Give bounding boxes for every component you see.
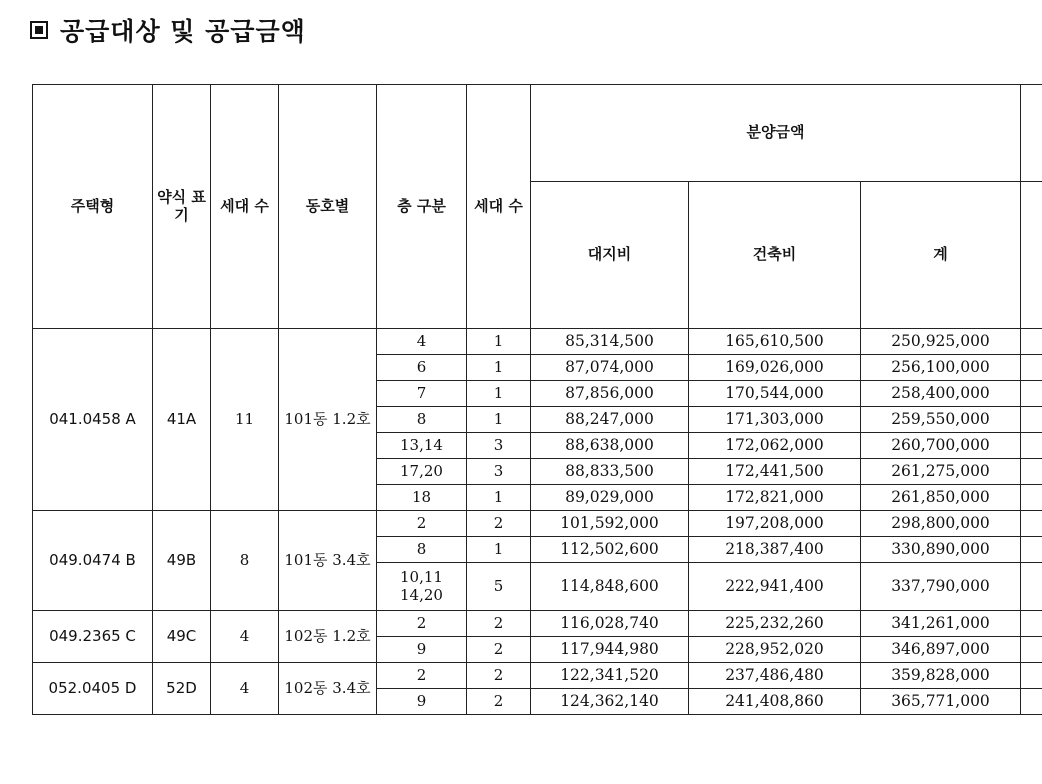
floor-cell: 9 (377, 637, 467, 663)
floor-cell: 10,11 14,20 (377, 563, 467, 611)
floor-cell: 6 (377, 355, 467, 381)
total-price-cell: 330,890,000 (861, 537, 1021, 563)
land-price-cell: 122,341,520 (531, 663, 689, 689)
edge-cell (1021, 485, 1042, 511)
building-price-cell: 169,026,000 (689, 355, 861, 381)
floor-households-cell: 1 (467, 381, 531, 407)
land-price-cell: 114,848,600 (531, 563, 689, 611)
floor-households-cell: 2 (467, 663, 531, 689)
land-price-cell: 85,314,500 (531, 329, 689, 355)
square-bullet-icon (30, 21, 48, 39)
header-edge-cell (1021, 85, 1042, 182)
land-price-cell: 88,833,500 (531, 459, 689, 485)
total-price-cell: 250,925,000 (861, 329, 1021, 355)
floor-households-cell: 2 (467, 689, 531, 715)
floor-cell: 4 (377, 329, 467, 355)
building-price-cell: 170,544,000 (689, 381, 861, 407)
building-price-cell: 165,610,500 (689, 329, 861, 355)
header-edge-cell (1021, 182, 1042, 329)
total-price-cell: 365,771,000 (861, 689, 1021, 715)
floor-cell: 2 (377, 663, 467, 689)
edge-cell (1021, 459, 1042, 485)
header-housing-type: 주택형 (33, 85, 153, 329)
building-unit-cell: 102동 3.4호 (279, 663, 377, 715)
floor-cell: 8 (377, 407, 467, 433)
abbr-cell: 49C (153, 611, 211, 663)
header-building-unit: 동호별 (279, 85, 377, 329)
header-floor: 층 구분 (377, 85, 467, 329)
total-price-cell: 256,100,000 (861, 355, 1021, 381)
title-text: 공급대상 및 공급금액 (60, 17, 306, 46)
table-row (33, 611, 1042, 637)
table-row (33, 663, 1042, 689)
floor-cell: 13,14 (377, 433, 467, 459)
land-price-cell: 88,638,000 (531, 433, 689, 459)
floor-households-cell: 1 (467, 537, 531, 563)
header-households: 세대 수 (211, 85, 279, 329)
edge-cell (1021, 381, 1042, 407)
land-price-cell: 87,856,000 (531, 381, 689, 407)
edge-cell (1021, 563, 1042, 611)
land-price-cell: 117,944,980 (531, 637, 689, 663)
abbr-cell: 52D (153, 663, 211, 715)
page-title (30, 12, 306, 48)
housing-type-cell: 041.0458 A (33, 329, 153, 511)
edge-cell (1021, 689, 1042, 715)
floor-households-cell: 3 (467, 433, 531, 459)
header-abbr: 약식 표기 (153, 85, 211, 329)
floor-cell: 7 (377, 381, 467, 407)
table-row (33, 511, 1042, 537)
total-price-cell: 341,261,000 (861, 611, 1021, 637)
building-price-cell: 241,408,860 (689, 689, 861, 715)
header-building: 건축비 (689, 182, 861, 329)
floor-cell: 18 (377, 485, 467, 511)
total-price-cell: 261,275,000 (861, 459, 1021, 485)
total-price-cell: 260,700,000 (861, 433, 1021, 459)
building-price-cell: 172,821,000 (689, 485, 861, 511)
total-price-cell: 258,400,000 (861, 381, 1021, 407)
floor-cell: 2 (377, 611, 467, 637)
floor-cell: 17,20 (377, 459, 467, 485)
land-price-cell: 116,028,740 (531, 611, 689, 637)
households-cell: 11 (211, 329, 279, 511)
table-row (33, 329, 1042, 355)
total-price-cell: 261,850,000 (861, 485, 1021, 511)
edge-cell (1021, 637, 1042, 663)
floor-households-cell: 3 (467, 459, 531, 485)
floor-cell: 8 (377, 537, 467, 563)
total-price-cell: 298,800,000 (861, 511, 1021, 537)
housing-type-cell: 049.2365 C (33, 611, 153, 663)
land-price-cell: 124,362,140 (531, 689, 689, 715)
building-unit-cell: 101동 3.4호 (279, 511, 377, 611)
floor-cell: 9 (377, 689, 467, 715)
households-cell: 4 (211, 611, 279, 663)
land-price-cell: 88,247,000 (531, 407, 689, 433)
edge-cell (1021, 329, 1042, 355)
abbr-cell: 41A (153, 329, 211, 511)
total-price-cell: 346,897,000 (861, 637, 1021, 663)
land-price-cell: 89,029,000 (531, 485, 689, 511)
floor-households-cell: 2 (467, 511, 531, 537)
header-total: 계 (861, 182, 1021, 329)
building-price-cell: 228,952,020 (689, 637, 861, 663)
housing-type-cell: 052.0405 D (33, 663, 153, 715)
edge-cell (1021, 663, 1042, 689)
floor-households-cell: 2 (467, 637, 531, 663)
total-price-cell: 337,790,000 (861, 563, 1021, 611)
households-cell: 8 (211, 511, 279, 611)
header-price: 분양금액 (531, 85, 1021, 182)
building-unit-cell: 101동 1.2호 (279, 329, 377, 511)
building-price-cell: 172,441,500 (689, 459, 861, 485)
households-cell: 4 (211, 663, 279, 715)
building-price-cell: 225,232,260 (689, 611, 861, 637)
building-price-cell: 237,486,480 (689, 663, 861, 689)
floor-households-cell: 1 (467, 355, 531, 381)
floor-households-cell: 5 (467, 563, 531, 611)
building-price-cell: 197,208,000 (689, 511, 861, 537)
land-price-cell: 87,074,000 (531, 355, 689, 381)
building-price-cell: 172,062,000 (689, 433, 861, 459)
edge-cell (1021, 611, 1042, 637)
edge-cell (1021, 407, 1042, 433)
land-price-cell: 112,502,600 (531, 537, 689, 563)
edge-cell (1021, 355, 1042, 381)
floor-households-cell: 1 (467, 329, 531, 355)
edge-cell (1021, 511, 1042, 537)
edge-cell (1021, 433, 1042, 459)
building-price-cell: 218,387,400 (689, 537, 861, 563)
floor-households-cell: 1 (467, 485, 531, 511)
abbr-cell: 49B (153, 511, 211, 611)
building-price-cell: 222,941,400 (689, 563, 861, 611)
building-price-cell: 171,303,000 (689, 407, 861, 433)
building-unit-cell: 102동 1.2호 (279, 611, 377, 663)
housing-type-cell: 049.0474 B (33, 511, 153, 611)
floor-cell: 2 (377, 511, 467, 537)
floor-households-cell: 1 (467, 407, 531, 433)
supply-price-table (32, 84, 1042, 715)
header-floor-households: 세대 수 (467, 85, 531, 329)
total-price-cell: 359,828,000 (861, 663, 1021, 689)
edge-cell (1021, 537, 1042, 563)
land-price-cell: 101,592,000 (531, 511, 689, 537)
total-price-cell: 259,550,000 (861, 407, 1021, 433)
floor-households-cell: 2 (467, 611, 531, 637)
header-land: 대지비 (531, 182, 689, 329)
